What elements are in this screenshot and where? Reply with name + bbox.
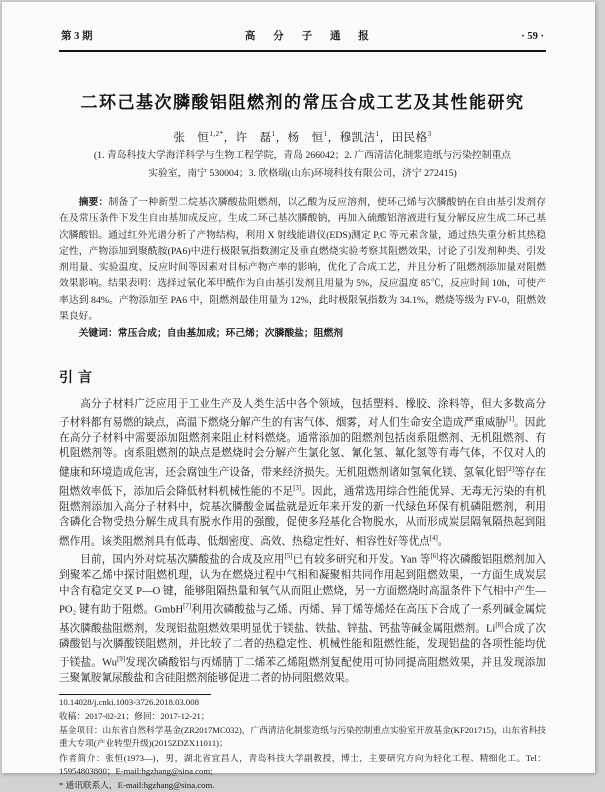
footnote-author-bio: 作者简介：张恒(1973—)，男，湖北省宜昌人，青岛科技大学副教授，博士，主要研究方向为轻化工程、精细化工。Tel：15954803800；E-mail:hgzhang@sina.com; (59, 752, 546, 776)
keywords-text: 常压合成；自由基加成；环己烯；次膦酸盐；阻燃剂 (117, 328, 344, 340)
article-title: 二环己基次膦酸铝阻燃剂的常压合成工艺及其性能研究 (80, 93, 525, 112)
header-page-number: · 59 · (521, 31, 544, 42)
abstract-label: 摘要： (78, 197, 109, 208)
header-journal-title: 高分子通报 (244, 31, 387, 42)
authors-line: 张 恒$^{1,2*}$，许 磊$^1$，杨 恒$^1$，穆凯洁$^1$，田民格$^3$ (173, 130, 432, 144)
abstract-paragraph (59, 195, 546, 325)
affiliation-line-2: 实验室，南宁 530004；3. 欣格瑞(山东)环境科技有限公司，济宁 272415) (148, 168, 457, 179)
keywords-label: 关键词： (78, 328, 118, 340)
journal-header (59, 28, 546, 52)
keywords-line (59, 326, 546, 342)
footnote-separator (59, 694, 211, 695)
header-issue-label: 第 3 期 (61, 31, 93, 42)
section-heading-introduction: 引言 (59, 370, 97, 386)
footnote-dates: 收稿：2017-02-21；修回：2017-12-21； (59, 711, 210, 722)
footnote-corresponding-author: * 通讯联系人，E-mail:hgzhang@sina.com. (59, 780, 215, 791)
affiliation-line-1: (1. 青岛科技大学海洋科学与生物工程学院，青岛 266042；2. 广西清洁化制浆造纸与污染控制重点 (93, 150, 512, 161)
footnote-funding: 基金项目：山东省自然科学基金(ZR2017MC032)，广西清洁化制浆造纸与污染控制重点实验室开放基金(KF201715)，山东省科技重大专项(产业转型升级)(2015ZDZX11011)； (59, 725, 546, 749)
footnote-doi: 10.14028/j.cnki.1003-3726.2018.03.008 (59, 696, 199, 707)
intro-paragraph-2: 目前，国内外对烷基次膦酸盐的合成及应用[5]已有较多研究和开发。Yan 等[6]将次磷酸铝阻燃剂加入到聚苯乙烯中探讨阻燃机理，认为在燃烧过程中气相和凝聚相共同作用起到阻燃效果，一方面生成炭层中含有稳定交叉 P—O 键，能够阻隔热量和氧气从而阻止燃烧，另一方面燃烧时高温条件下气相中产生—PO₂ 键有助于阻燃。GmbH[7]利用次磷酸盐与乙烯、丙烯、异丁烯等烯烃在高压下合成了一系列碱金属烷基次膦酸盐阻燃剂，发现铝盐阻燃效果明显优于镁盐、铁盐、锌盐、钙盐等碱金属阻燃剂。Li[8]合成了次磷酸铝与次膦酸镁阻燃剂，并比较了二者的热稳定性、机械性能和阻燃性能，发现铝盐的各项性能均优于镁盐。Wu[9]发现次磷酸铝与丙烯腈丁二烯苯乙烯阻燃剂复配使用可协同提高阻燃效果，并且发现添加三聚氰胺氰尿酸盐和含硅阻燃剂能够促进二者的协同阻燃效果。 (59, 553, 547, 685)
intro-paragraph-1: 高分子材料广泛应用于工业生产及人类生活中各个领域，包括塑料、橡胶、涂料等，但大多数高分子材料都有易燃的缺点，高温下燃烧分解产生的有害气体、烟雾，对人们生命安全造成严重威胁[1]。因此在高分子材料中需要添加阻燃剂来阻止材料燃烧。通常添加的阻燃剂包括卤系阻燃剂、无机阻燃剂、有机阻燃剂等。卤系阻燃剂的缺点是燃烧时会分解产生氯化氢、氰化氢、氟化氢等有毒气体，不仅对人的健康和环境造成危害，还会腐蚀生产设备，带来经济损失。无机阻燃剂诸如氢氧化镁、氢氧化铝[2]等存在阻燃效率低下，添加后会降低材料机械性能的不足[3]。因此，通常选用综合性能优异、无毒无污染的有机阻燃剂添加入高分子材料中，烷基次膦酸金属盐就是近年来开发的新一代绿色环保有机磷阻燃剂，利用含磷化合物受热分解生成具有脱水作用的强酸，促使多羟基化合物脱水，从而形成炭层隔氧隔热起到阻燃作用。该类阻燃剂具有低毒、低烟密度、高效、热稳定性好、相容性好等优点[4]。 (59, 398, 547, 548)
abstract-text: 制备了一种新型二烷基次膦酸盐阻燃剂，以乙酸为反应溶剂，使环己烯与次膦酸钠在自由基引发剂存在及常压条件下发生自由基加成反应，生成二环己基次膦酸钠，再加入硫酸铝溶液进行复分解反应生成二环己基次膦酸铝。通过红外光谱分析了产物结构，利用 X 射线能谱仪(EDS)测定 P,C 等元素含量，通过热失重分析其热稳定性，产物添加到聚酰胺(PA6)中进行极限氧指数测定及垂直燃烧实验考察其阻燃效果，讨论了引发剂种类、引发剂用量、实验温度、反应时间等因素对目标产物产率的影响，优化了合成工艺，并且分析了阻燃剂添加量对阻燃效果影响。结果表明：选择过氧化苯甲酰作为自由基引发剂且用量为 5%，反应温度 85℃，反应时间 10h，可使产率达到 84%。产物添加至 PA6 中，阻燃剂最佳用量为 12%，此时极限氧指数为 34.1%，燃烧等级为 FV-0，阻燃效果良好。 (59, 197, 547, 323)
paper-page (2, 2, 595, 791)
